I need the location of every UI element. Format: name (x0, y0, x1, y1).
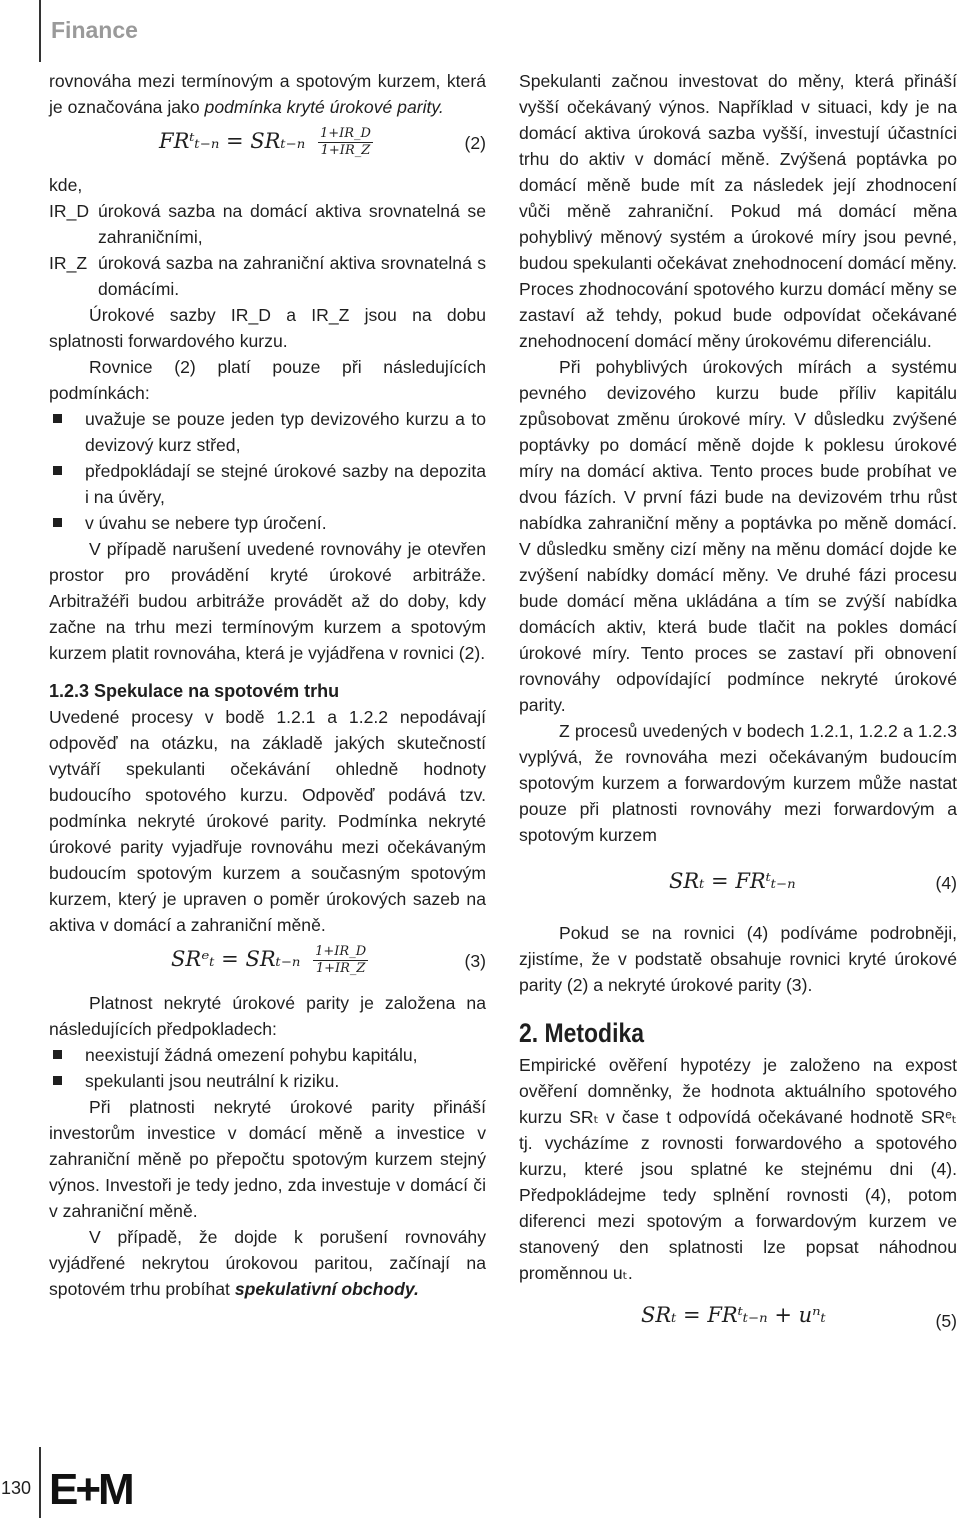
em-logo: E+M (49, 1465, 132, 1514)
eq2-fraction: $\frac{1+IR\_D}{1+IR\_Z}$ (319, 126, 371, 158)
equation-5 (519, 1286, 957, 1350)
definition-irz: IR_Z úroková sazba na zahraniční aktiva srovnatelná s domácími. (49, 253, 486, 299)
equation-3 (49, 938, 486, 990)
conditions-list (49, 406, 486, 536)
eq2-lhs: FRᵗₜ₋ₙ = SRₜ₋ₙ (159, 129, 306, 153)
definition-ird: IR_D úroková sazba na domácí aktiva srovnatelná se zahraničními, (49, 201, 486, 247)
right-paragraph-1: Spekulanti začnou investovat do měny, která přináší vyšší očekávaný výnos. Například v situaci, kdy je na domácí aktiva úroková sazba vyšší, investují účastníci trhu do aktiv v domácí měně. Zvýšená poptávka po domácí měně bude mít za následek její zhodnocení vůči měně zahraniční. Pokud má domácí měna pohyblivý měnový systém a úrokové míry jsou pevné, budou spekulanti očekávat znehodnocení domácí měny. Proces zhodnocování spotového kurzu domácí měny se zastaví až tehdy, pokud bude odpovídat očekávané znehodnocení domácí měny úrokovému diferenciálu. (519, 71, 957, 351)
footer-rule (39, 1447, 41, 1518)
equation-4 (519, 848, 957, 920)
equation-2 (49, 120, 486, 172)
assumptions-list (49, 1042, 486, 1094)
kde-label: kde, (49, 175, 83, 195)
right-paragraph-5: Empirické ověření hypotézy je založeno na expost ověření domněnky, že hodnota aktuálního spotového kurzu SRₜ v čase t odpovídá očekávané hodnotě SRᵉₜ tj. vycházíme z rovnosti forwardového a spotového kurzu, které jsou splatné ke stejnému dni (4). Předpokládejme tedy splnění rovnosti (4), potom diferenci mezi spotovým a forwardovým kurzem ve stanovený den splatnosti lze popsat náhodnou proměnnou uₜ. (519, 1055, 957, 1283)
eq3-fraction: $\frac{1+IR\_D}{1+IR\_Z}$ (315, 944, 367, 976)
list-item: předpokládají se stejné úrokové sazby na depozita i na úvěry, (49, 458, 486, 510)
right-paragraph-4: Pokud se na rovnici (4) podíváme podrobněji, zjistíme, že v podstatě obsahuje rovnici kryté úrokové parity (2) a nekryté úrokové parity (3). (519, 923, 957, 995)
list-item: neexistují žádná omezení pohybu kapitálu, (49, 1042, 486, 1068)
right-paragraph-2: Při pohyblivých úrokových mírách a systému pevného devizového kurzu bude příliv kapitálu způsobovat změnu úrokové míry. V důsledku zvýšené poptávky po domácí měně dojde k poklesu úrokové míry na domácí aktiva. Tento proces bude probíhat ve dvou fázích. V první fázi bude na devizovém trhu růst nabídka zahraniční měny a poptávka po měně domácí. V důsledku směny cizí měny na měnu domácí dojde ke zvýšení nabídky domácí měny. Ve druhé fázi procesu bude domácí měna ukládána a tím se zvýší nabídka domácích aktiv, která bude tlačit na pokles domácí úrokové míry. Tento proces se zastaví při obnovení rovnováhy odpovídající podmínce nekryté úrokové parity. (519, 357, 957, 715)
section-heading-metodika: 2. Metodika (519, 1018, 644, 1048)
eq5-label: (5) (935, 1311, 957, 1331)
rovnice-paragraph: Rovnice (2) platí pouze při následujících podmínkách: (49, 357, 486, 403)
pri-platnosti-paragraph: Při platnosti nekryté úrokové parity přináší investorům investice v domácí měně a investice v zahraniční měně po přepočtu spotovým kurzem stejný výnos. Investoři je tedy jedno, zda investuje v domácí či v zahraniční měně. (49, 1097, 486, 1221)
section-heading-1-2-3: 1.2.3 Spekulace na spotovém trhu (49, 681, 340, 701)
eq5-expression: SRₜ = FRᵗₜ₋ₙ + uⁿₜ (641, 1303, 826, 1327)
page-number: 130 (1, 1478, 32, 1498)
platnost-paragraph: Platnost nekryté úrokové parity je založena na následujících předpokladech: (49, 993, 486, 1039)
arbitrage-paragraph: V případě narušení uvedené rovnováhy je otevřen prostor pro provádění kryté úrokové arbitráže. Arbitražéři budou arbitráže provádět až do doby, kdy začne na trhu mezi termínovým kurzem a spotovým kurzem platit rovnováha, která je vyjádřena v rovnici (2). (49, 539, 486, 663)
uvedene-paragraph: Uvedené procesy v bodě 1.2.1 a 1.2.2 nepodávají odpověď na otázku, na základě jakých skutečností vytváří spekulanti očekávání ohledně hodnoty budoucího spotového kurzu. Odpověď podává tzv. podmínka nekryté úrokové parity. Podmínka nekryté úrokové parity vyjadřuje rovnováhu mezi očekávaným budoucím spotovým kurzem a současným spotovým kurzem, který je upraven o poměr úrokových sazeb na aktiva v domácí a zahraniční měně. (49, 707, 486, 935)
left-column (49, 68, 486, 1302)
list-item: v úvahu se nebere typ úročení. (49, 510, 486, 536)
intro-paragraph: rovnováha mezi termínovým a spotovým kurzem, která je označována jako podmínka kryté úrokové parity. (49, 71, 486, 117)
section-label: Finance (51, 17, 138, 43)
header-rule (39, 0, 41, 62)
sazby-paragraph: Úrokové sazby IR_D a IR_Z jsou na dobu splatnosti forwardového kurzu. (49, 305, 486, 351)
right-paragraph-3: Z procesů uvedených v bodech 1.2.1, 1.2.2 a 1.2.3 vyplývá, že rovnováha mezi očekávaným budoucím spotovým kurzem a forwardovým kurzem může nastat pouze při platnosti rovnováhy mezi forwardovým a spotovým kurzem (519, 721, 957, 845)
eq3-lhs: SRᵉₜ = SRₜ₋ₙ (171, 947, 301, 971)
eq4-expression: SRₜ = FRᵗₜ₋ₙ (669, 869, 796, 893)
speculation-paragraph: V případě, že dojde k porušení rovnováhy vyjádřené nekrytou úrokovou paritou, začínají na spotovém trhu probíhat spekulativní obchody. (49, 1227, 486, 1299)
eq2-label: (2) (464, 133, 486, 153)
right-column (519, 68, 957, 1350)
eq3-label: (3) (464, 951, 486, 971)
eq4-label: (4) (935, 873, 957, 893)
list-item: spekulanti jsou neutrální k riziku. (49, 1068, 486, 1094)
list-item: uvažuje se pouze jeden typ devizového kurzu a to devizový kurz střed, (49, 406, 486, 458)
